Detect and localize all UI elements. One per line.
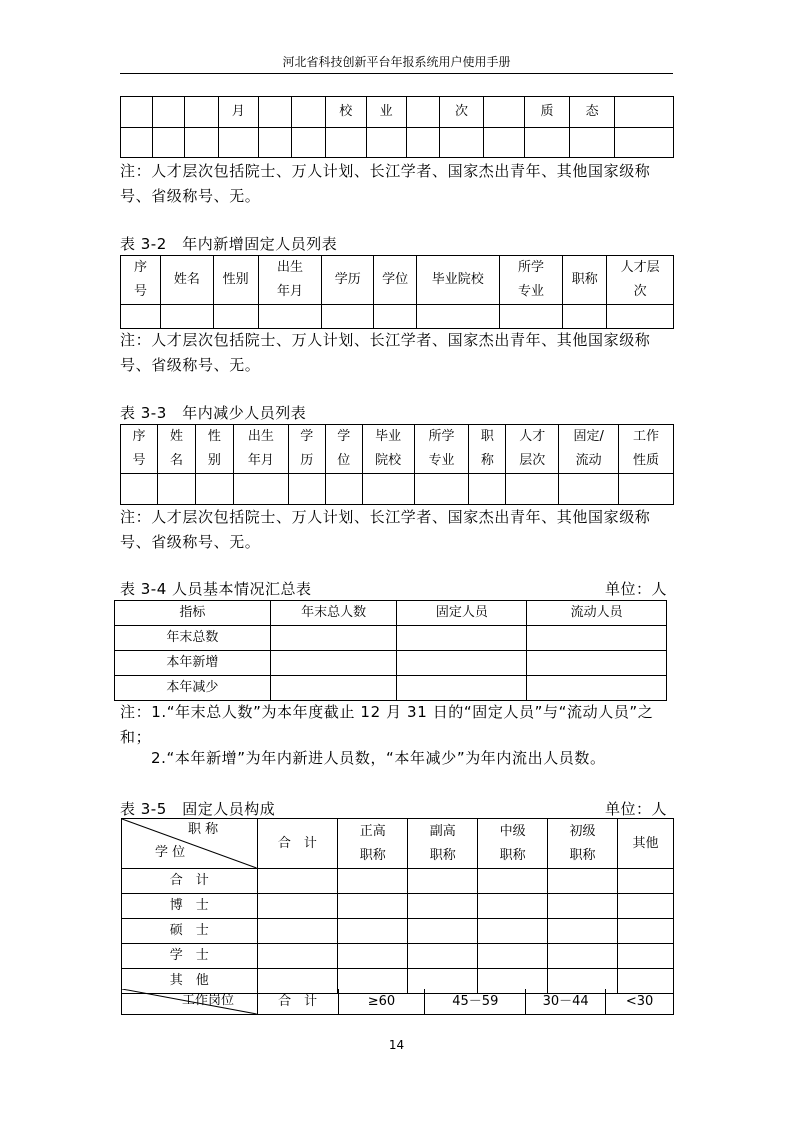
header-cell: 其他 <box>618 819 674 869</box>
table-3-4 <box>114 600 667 701</box>
table-cell <box>527 676 667 701</box>
table-3-5-age-row <box>121 989 674 1015</box>
table-cell <box>527 626 667 651</box>
table-cell <box>325 474 362 505</box>
table-cell <box>406 128 440 158</box>
age-group-cell: 45－59 <box>425 989 526 1015</box>
page-header: 河北省科技创新平台年报系统用户使用手册 <box>282 55 511 69</box>
age-group-cell: ≥60 <box>338 989 425 1015</box>
column-header: 姓名 <box>161 256 214 305</box>
table-cell <box>258 305 322 329</box>
table-cell <box>270 651 397 676</box>
header-cell: 中级职称 <box>478 819 548 869</box>
page-number: 14 <box>388 1038 405 1052</box>
table-cell <box>270 676 397 701</box>
table-cell <box>397 676 527 701</box>
corner-top-label: 职 称 <box>188 822 219 837</box>
table-cell: 校 <box>325 97 366 128</box>
unit-label: 单位：人 <box>604 800 667 818</box>
table-cell: 月 <box>218 97 258 128</box>
table-cell <box>548 944 618 969</box>
table-cell <box>506 474 559 505</box>
table-cell <box>615 97 674 128</box>
table-cell <box>195 474 233 505</box>
age-total-cell: 合 计 <box>257 989 338 1015</box>
table-cell <box>478 944 548 969</box>
table-cell <box>338 944 408 969</box>
corner-bottom-label: 学 位 <box>155 845 186 860</box>
header-rule <box>120 73 673 74</box>
table-cell <box>414 474 469 505</box>
table-cell: 业 <box>366 97 406 128</box>
row-label: 本年减少 <box>115 676 271 701</box>
table-cell <box>618 919 674 944</box>
table-cell <box>152 128 185 158</box>
table-cell <box>121 128 153 158</box>
table-cell <box>258 128 292 158</box>
table-cell <box>292 128 326 158</box>
table-cell <box>548 894 618 919</box>
table-cell <box>218 128 258 158</box>
age-corner-cell <box>122 989 258 1015</box>
table-cell <box>121 474 158 505</box>
age-corner-label: 工作岗位 <box>182 993 235 1008</box>
talent-note: 注：人才层次包括院士、万人计划、长江学者、国家杰出青年、其他国家级称号、省级称号、无。 <box>120 331 651 374</box>
table-cell <box>618 944 674 969</box>
table-cell <box>548 919 618 944</box>
column-header: 流动人员 <box>527 601 667 626</box>
table-cell <box>563 305 607 329</box>
table-cell: 态 <box>569 97 615 128</box>
column-header: 性别 <box>195 425 233 474</box>
table-caption: 表 3-2 年内新增固定人员列表 <box>120 235 338 253</box>
column-header: 序号 <box>121 256 161 305</box>
column-header: 毕业院校 <box>416 256 499 305</box>
table-cell <box>619 474 674 505</box>
column-header: 职称 <box>563 256 607 305</box>
column-header: 职称 <box>469 425 506 474</box>
table-cell <box>478 894 548 919</box>
age-group-cell: 30－44 <box>526 989 606 1015</box>
row-label: 硕 士 <box>122 919 258 944</box>
table-cell <box>618 894 674 919</box>
table-caption: 表 3-5 固定人员构成 <box>120 800 276 818</box>
table-cell <box>257 869 338 894</box>
column-header: 姓名 <box>157 425 195 474</box>
table-cell <box>233 474 288 505</box>
column-header: 出生年月 <box>258 256 322 305</box>
corner-cell <box>122 819 258 869</box>
table-3-2 <box>120 255 674 329</box>
column-header: 学位 <box>325 425 362 474</box>
table-cell <box>483 128 524 158</box>
table-cell <box>185 128 219 158</box>
table-cell <box>469 474 506 505</box>
table-cell <box>213 305 258 329</box>
table-cell <box>325 128 366 158</box>
row-label: 博 士 <box>122 894 258 919</box>
column-header: 所学专业 <box>499 256 563 305</box>
table-cell <box>161 305 214 329</box>
table-cell <box>397 651 527 676</box>
table-cell <box>157 474 195 505</box>
column-header: 固定人员 <box>397 601 527 626</box>
table-cell <box>499 305 563 329</box>
header-cell: 初级职称 <box>548 819 618 869</box>
row-label: 学 士 <box>122 944 258 969</box>
table-cell <box>322 305 374 329</box>
table-cell <box>292 97 326 128</box>
table-cell <box>408 944 478 969</box>
table-cell <box>270 626 397 651</box>
table-cell <box>257 894 338 919</box>
table-caption: 表 3-3 年内减少人员列表 <box>120 404 307 422</box>
table-3-1-tail <box>120 96 674 158</box>
table-cell <box>374 305 417 329</box>
row-label: 合 计 <box>122 869 258 894</box>
table-cell <box>440 128 484 158</box>
header-cell: 合 计 <box>257 819 338 869</box>
column-header: 学位 <box>374 256 417 305</box>
table-cell <box>257 944 338 969</box>
header-cell: 副高职称 <box>408 819 478 869</box>
column-header: 学历 <box>288 425 325 474</box>
table-cell: 次 <box>440 97 484 128</box>
table-cell <box>559 474 619 505</box>
column-header: 指标 <box>115 601 271 626</box>
table-cell <box>483 97 524 128</box>
column-header: 人才层次 <box>607 256 674 305</box>
talent-note: 注：人才层次包括院士、万人计划、长江学者、国家杰出青年、其他国家级称号、省级称号、无。 <box>120 508 651 551</box>
table-cell <box>527 651 667 676</box>
column-header: 人才层次 <box>506 425 559 474</box>
table-cell <box>185 97 219 128</box>
age-group-cell: <30 <box>606 989 674 1015</box>
table-cell <box>152 97 185 128</box>
table-cell <box>478 919 548 944</box>
table-cell <box>257 919 338 944</box>
column-header: 工作性质 <box>619 425 674 474</box>
table-cell <box>338 894 408 919</box>
table-cell <box>362 474 414 505</box>
table-cell <box>121 97 153 128</box>
table-cell <box>258 97 292 128</box>
column-header: 固定/流动 <box>559 425 619 474</box>
table-cell <box>548 869 618 894</box>
column-header: 年末总人数 <box>270 601 397 626</box>
table-cell <box>615 128 674 158</box>
table-3-3 <box>120 424 674 505</box>
column-header: 所学专业 <box>414 425 469 474</box>
table-cell <box>569 128 615 158</box>
table-cell <box>408 869 478 894</box>
table-cell <box>607 305 674 329</box>
table-cell <box>618 869 674 894</box>
table-cell <box>338 869 408 894</box>
table-cell <box>408 919 478 944</box>
table-3-5 <box>121 818 674 994</box>
table-cell <box>338 919 408 944</box>
table-cell: 质 <box>525 97 570 128</box>
row-label: 其 他 <box>122 969 258 994</box>
row-label: 年末总数 <box>115 626 271 651</box>
table-cell <box>416 305 499 329</box>
summary-note: 2.“本年新增”为年内新进人员数，“本年减少”为年内流出人员数。 <box>151 749 606 767</box>
table-cell <box>397 626 527 651</box>
column-header: 性别 <box>213 256 258 305</box>
table-cell <box>366 128 406 158</box>
row-label: 本年新增 <box>115 651 271 676</box>
table-cell <box>478 869 548 894</box>
table-caption: 表 3-4 人员基本情况汇总表 <box>120 580 312 598</box>
talent-note: 注：人才层次包括院士、万人计划、长江学者、国家杰出青年、其他国家级称号、省级称号、无。 <box>120 162 651 205</box>
table-cell <box>121 305 161 329</box>
header-cell: 正高职称 <box>338 819 408 869</box>
table-cell <box>288 474 325 505</box>
table-cell <box>408 894 478 919</box>
table-cell <box>525 128 570 158</box>
table-cell <box>406 97 440 128</box>
column-header: 学历 <box>322 256 374 305</box>
unit-label: 单位：人 <box>604 580 667 598</box>
column-header: 序号 <box>121 425 158 474</box>
column-header: 毕业院校 <box>362 425 414 474</box>
column-header: 出生年月 <box>233 425 288 474</box>
summary-note: 注：1.“年末总人数”为本年度截止 12 月 31 日的“固定人员”与“流动人员”之和； <box>120 703 654 746</box>
